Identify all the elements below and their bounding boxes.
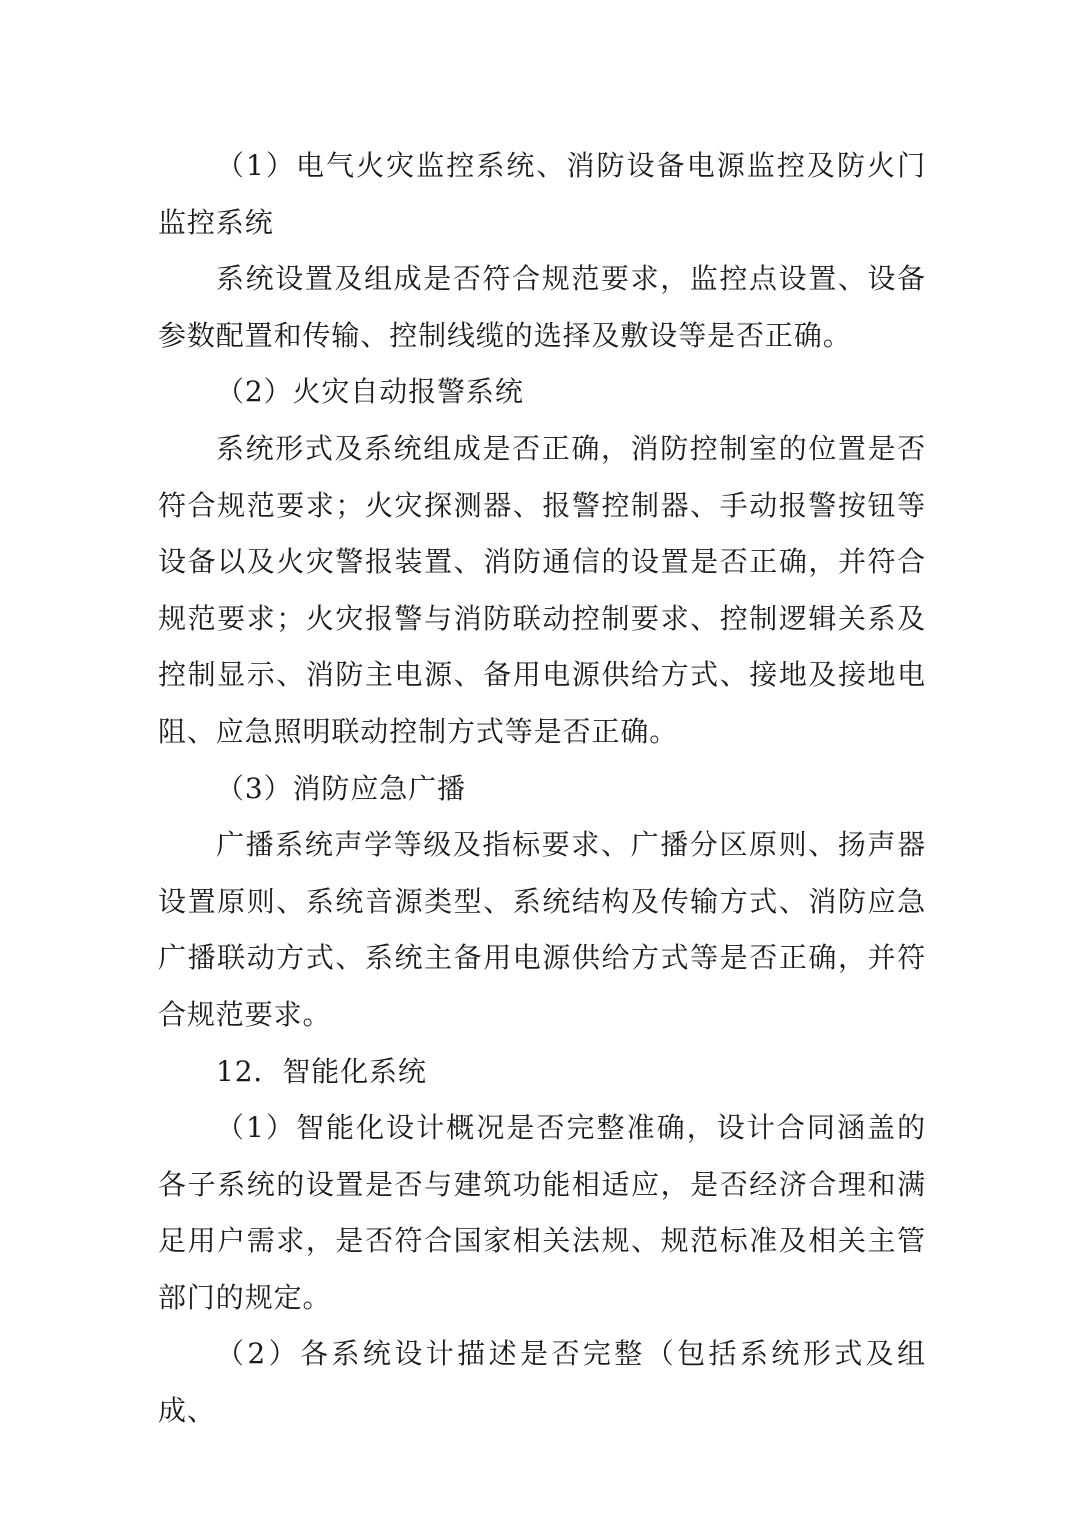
paragraph-electrical-fire-monitoring-body: 系统设置及组成是否符合规范要求，监控点设置、设备参数配置和传输、控制线缆的选择及敷设等是否正确。 <box>158 262 926 352</box>
document-page <box>158 138 926 1440</box>
paragraph-system-design-description: （2）各系统设计描述是否完整（包括系统形式及组成、 <box>158 1337 926 1428</box>
paragraph-fire-alarm-body: 系统形式及系统组成是否正确，消防控制室的位置是否符合规范要求；火灾探测器、报警控制器、手动报警按钮等设备以及火灾警报装置、消防通信的设置是否正确，并符合规范要求；火灾报警与消防联动控制要求、控制逻辑关系及控制显示、消防主电源、备用电源供给方式、接地及接地电阻、应急照明联动控制方式等是否正确。 <box>158 431 926 748</box>
paragraph-intelligent-overview: （1）智能化设计概况是否完整准确，设计合同涵盖的各子系统的设置是否与建筑功能相适应，是否经济合理和满足用户需求，是否符合国家相关法规、规范标准及相关主管部门的规定。 <box>158 1111 926 1314</box>
paragraph-electrical-fire-monitoring-heading: （1）电气火灾监控系统、消防设备电源监控及防火门监控系统 <box>158 149 926 239</box>
section-heading-intelligent-systems: 12．智能化系统 <box>216 1054 427 1088</box>
paragraph-fire-alarm-heading: （2）火灾自动报警系统 <box>216 375 524 409</box>
paragraph-emergency-broadcast-body: 广播系统声学等级及指标要求、广播分区原则、扬声器设置原则、系统音源类型、系统结构及传输方式、消防应急广播联动方式、系统主备用电源供给方式等是否正确，并符合规范要求。 <box>158 828 926 1031</box>
paragraph-emergency-broadcast-heading: （3）消防应急广播 <box>216 771 466 805</box>
